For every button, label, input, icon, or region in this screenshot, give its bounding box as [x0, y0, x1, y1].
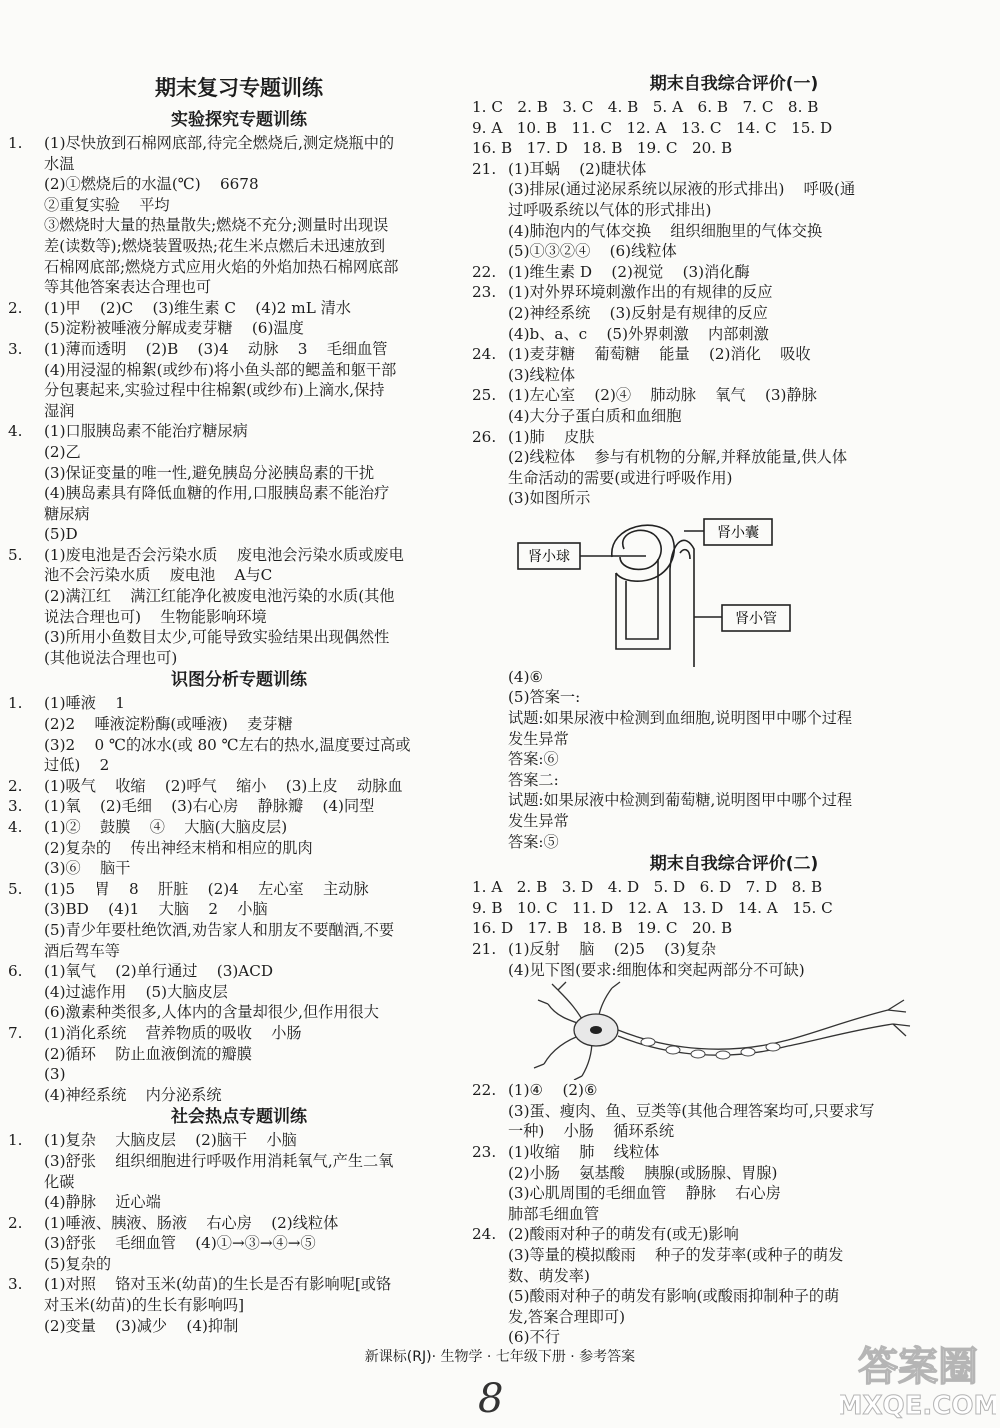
answer-line: (3)排尿(通过泌尿系统以尿液的形式排出) 呼吸(通: [508, 180, 856, 199]
answer-line: 试题:如果尿液中检测到血细胞,说明图甲中哪个过程: [508, 709, 853, 728]
answer-line: (3)所用小鱼数目太少,可能导致实验结果出现偶然性: [44, 628, 390, 647]
answer-line: (3)保证变量的唯一性,避免胰岛分泌胰岛素的干扰: [44, 463, 375, 482]
answer-line: (4)用浸湿的棉絮(或纱布)将小鱼头部的鳃盖和躯干部: [44, 360, 397, 379]
answer-line: (3)舒张 组织细胞进行呼吸作用消耗氧气,产生二氧: [44, 1151, 394, 1170]
tubule-label: 肾小管: [735, 610, 777, 627]
answer-line: 石棉网底部;燃烧方式应用火焰的外焰加热石棉网底部: [44, 257, 399, 276]
question-body: [44, 298, 470, 339]
section-title: 社会热点专题训练: [171, 1107, 307, 1128]
answer-line: (1)麦芽糖 葡萄糖 能量 (2)消化 吸收: [508, 345, 811, 364]
answer-line: (5)D: [44, 525, 78, 544]
left-sections: [8, 108, 470, 1336]
watermark-text-sub: MXQE.COM: [840, 1391, 996, 1421]
question-number: 2.: [8, 776, 23, 795]
answer-line: (1)复杂 大脑皮层 (2)脑干 小脑: [44, 1131, 297, 1150]
answer-line: (2)变量 (3)减少 (4)抑制: [44, 1316, 239, 1335]
answer-line: (2)线粒体 参与有机物的分解,并释放能量,供人体: [508, 448, 848, 467]
answer-line: 差(读数等);燃烧装置吸热;花生米点燃后未迅速放到: [44, 236, 386, 255]
question-number: 5.: [8, 545, 23, 564]
question-body: [508, 159, 996, 262]
answer-line: (1)反射 脑 (2)5 (3)复杂: [508, 940, 717, 958]
question-item: [472, 262, 996, 283]
question-body: [508, 1080, 996, 1142]
answer-line: (3)蛋、瘦肉、鱼、豆类等(其他合理答案均可,只要求写: [508, 1101, 875, 1120]
question-number: 1.: [8, 694, 23, 713]
answer-line: (3)线粒体: [508, 365, 576, 384]
answer-line: (5)答案一:: [508, 688, 581, 707]
answer-line: (2)复杂的 传出神经末梢和相应的肌肉: [44, 838, 313, 857]
answer-line: (3)⑥ 脑干: [44, 859, 131, 878]
answer-line: 对玉米(幼苗)的生长有影响吗]: [44, 1296, 245, 1315]
answer-line: 过低) 2: [44, 756, 110, 775]
answer-line: (1)肺 皮肤: [508, 427, 595, 446]
answer-line: 酒后驾车等: [44, 941, 120, 960]
answer-line: (4)b、a、c (5)外界刺激 内部刺激: [508, 324, 769, 343]
question-number: 1.: [8, 134, 23, 152]
question-body: [44, 421, 470, 545]
question-number: 3.: [8, 797, 23, 816]
answer-line: 生命活动的需要(或进行呼吸作用): [508, 468, 733, 487]
answer-line: 湿润: [44, 401, 75, 420]
answer-line: 分包裹起来,实验过程中往棉絮(或纱布)上滴水,保持: [44, 381, 385, 400]
watermark-logo: [840, 1334, 996, 1424]
answer-line: (1)甲 (2)C (3)维生素 C (4)2 mL 清水: [44, 298, 351, 317]
answer-line: (3)2 0 ℃的冰水(或 80 ℃左右的热水,温度要过高或: [44, 735, 411, 754]
question-item: [8, 545, 470, 669]
question-body: [44, 1130, 470, 1212]
answer-line: (3): [44, 1065, 66, 1084]
question-item: [8, 1213, 470, 1275]
answer-line: 答案:⑥: [508, 750, 559, 769]
answer-line: (5)复杂的: [44, 1254, 112, 1273]
answer-line: (1)氧 (2)毛细 (3)右心房 静脉瓣 (4)同型: [44, 797, 375, 816]
question-number: 22.: [472, 1081, 497, 1100]
answer-line: (1)左心室 (2)④ 肺动脉 氧气 (3)静脉: [508, 386, 817, 405]
question-number: 6.: [8, 962, 23, 981]
answer-line: 1. C 2. B 3. C 4. B 5. A 6. B 7. C 8. B: [472, 98, 819, 116]
answer-line: (3)等量的模拟酸雨 种子的发芽率(或种子的萌发: [508, 1245, 844, 1264]
answer-line: (1)废电池是否会污染水质 废电池会污染水质或废电: [44, 545, 404, 564]
question-item: [8, 879, 470, 961]
page-mark: [478, 1376, 503, 1422]
section-title: 实验探究专题训练: [171, 110, 307, 130]
question-number: 24.: [472, 1225, 497, 1244]
capsule-label: 肾小囊: [717, 524, 759, 541]
answer-line: (3)BD (4)1 大脑 2 小脑: [44, 900, 268, 919]
answer-line: 试题:如果尿液中检测到葡萄糖,说明图甲中哪个过程: [508, 791, 853, 810]
question-item: [8, 421, 470, 545]
answer-line: (其他说法合理也可): [44, 648, 178, 667]
answer-line: (3)舒张 毛细血管 (4)①→③→④→⑤: [44, 1234, 316, 1253]
watermark-icon: [840, 1334, 996, 1424]
answer-line: (2)小肠 氨基酸 胰腺(或肠腺、胃腺): [508, 1163, 778, 1182]
answer-line: 发生异常: [508, 812, 569, 831]
answer-line: (4)静脉 近心端: [44, 1193, 161, 1212]
answer-line: (1)对外界环境刺激作出的有规律的反应: [508, 283, 773, 302]
question-body: [508, 1142, 996, 1224]
glomerulus-label: 肾小球: [528, 548, 570, 565]
question-body: [44, 133, 470, 298]
answer-line: (1)维生素 D (2)视觉 (3)消化酶: [508, 262, 750, 281]
answer-line: (1)唾液 1: [44, 694, 125, 713]
question-body: [508, 1224, 996, 1348]
question-number: 5.: [8, 879, 23, 898]
answer-line: (2)满江红 满江红能净化被废电池污染的水质(其他: [44, 587, 395, 606]
question-body: [44, 693, 470, 775]
question-body: [44, 796, 470, 817]
question-body: [508, 344, 996, 385]
answer-line: (2)循环 防止血液倒流的瓣膜: [44, 1044, 252, 1063]
question-body: [508, 385, 996, 426]
answer-line: (1)口服胰岛素不能治疗糖尿病: [44, 422, 248, 441]
question-body: [44, 961, 470, 1023]
answer-line: 16. B 17. D 18. B 19. C 20. B: [472, 139, 733, 158]
answer-line: 1. A 2. B 3. D 4. D 5. D 6. D 7. D 8. B: [472, 878, 823, 897]
question-number: 21.: [472, 159, 497, 178]
question-body: [44, 879, 470, 961]
watermark-text-main: 答案圈: [858, 1344, 978, 1390]
question-item: [472, 427, 996, 509]
question-body: [44, 1274, 470, 1336]
question-number: 24.: [472, 345, 497, 364]
question-number: 1.: [8, 1131, 23, 1150]
eval1-after-figure: [508, 667, 996, 852]
answer-line: (6)不行: [508, 1328, 560, 1347]
eval1-mc-answers: [472, 97, 996, 159]
answer-line: 9. A 10. B 11. C 12. A 13. C 14. C 15. D: [472, 118, 833, 137]
question-item: [8, 817, 470, 879]
answer-line: (1)② 鼓膜 ④ 大脑(大脑皮层): [44, 818, 288, 836]
question-item: [472, 1142, 996, 1224]
question-item: [8, 1023, 470, 1105]
answer-line: 答案二:: [508, 770, 559, 789]
answer-line: (2)①燃烧后的水温(℃) 6678: [44, 175, 259, 194]
answer-line: (2)2 唾液淀粉酶(或唾液) 麦芽糖: [44, 715, 293, 734]
section-title: 识图分析专题训练: [171, 670, 307, 691]
answer-line: (1)收缩 肺 线粒体: [508, 1142, 660, 1161]
answer-line: 发,答案合理即可): [508, 1307, 626, 1326]
right-column: [472, 72, 996, 1348]
eval1-title: 期末自我综合评价(一): [649, 74, 819, 94]
question-item: [472, 385, 996, 426]
answer-line: 一种) 小肠 循环系统: [508, 1122, 675, 1141]
question-body: [44, 1213, 470, 1275]
eval2-q21: [472, 939, 996, 980]
answer-line: (5)①③②④ (6)线粒体: [508, 242, 677, 261]
page-title: 期末复习专题训练: [155, 76, 323, 100]
eval2-mc-answers: [472, 877, 996, 939]
question-item: [472, 1224, 996, 1348]
answer-line: (2)乙: [44, 442, 81, 461]
answer-line: (1)消化系统 营养物质的吸收 小肠: [44, 1023, 302, 1042]
question-item: [8, 133, 470, 298]
neuron-diagram: [508, 980, 928, 1080]
answer-line: (4)胰岛素具有降低血糖的作用,口服胰岛素不能治疗: [44, 484, 390, 503]
question-item: [472, 344, 996, 385]
answer-line: (4)⑥: [508, 667, 544, 686]
answer-line: (1)薄而透明 (2)B (3)4 动脉 3 毛细血管: [44, 339, 388, 358]
question-body: [44, 339, 470, 421]
answer-line: ③燃烧时大量的热量散失;燃烧不充分;测量时出现误: [44, 216, 389, 235]
question-body: [508, 282, 996, 344]
answer-line: (6)激素种类很多,人体内的含量却很少,但作用很大: [44, 1003, 379, 1022]
question-item: [8, 298, 470, 339]
question-number: 23.: [472, 1142, 497, 1161]
answer-line: (3)如图所示: [508, 489, 591, 508]
question-item: [472, 939, 996, 980]
answer-line: 9. B 10. C 11. D 12. A 13. D 14. A 15. C: [472, 898, 833, 917]
answer-line: 化碳: [44, 1172, 75, 1191]
answer-line: (4)肺泡内的气体交换 组织细胞里的气体交换: [508, 221, 823, 240]
answer-line: 过呼吸系统以气体的形式排出): [508, 200, 712, 219]
neuron-figure: [508, 980, 996, 1080]
answer-line: (1)对照 铬对玉米(幼苗)的生长是否有影响呢[或铬: [44, 1275, 392, 1294]
page-mark-text: 8: [478, 1376, 504, 1422]
eval2-title: 期末自我综合评价(二): [649, 854, 819, 875]
question-item: [8, 776, 470, 797]
question-number: 21.: [472, 940, 497, 958]
question-item: [472, 1080, 996, 1142]
answer-line: (1)唾液、胰液、肠液 右心房 (2)线粒体: [44, 1213, 339, 1232]
question-number: 22.: [472, 262, 497, 281]
answer-line: 16. D 17. B 18. B 19. C 20. B: [472, 919, 733, 938]
question-item: [8, 693, 470, 775]
answer-line: (1)吸气 收缩 (2)呼气 缩小 (3)上皮 动脉血: [44, 776, 403, 795]
question-body: [44, 545, 470, 669]
question-item: [472, 282, 996, 344]
answer-line: (5)酸雨对种子的萌发有影响(或酸雨抑制种子的萌: [508, 1287, 840, 1306]
eval2-items: [472, 1080, 996, 1348]
question-item: [8, 1130, 470, 1212]
question-number: 3.: [8, 1275, 23, 1294]
question-body: [508, 939, 996, 980]
answer-line: 答案:⑤: [508, 832, 559, 851]
answer-line: (2)酸雨对种子的萌发有(或无)影响: [508, 1225, 739, 1244]
answer-line: 肺部毛细血管: [508, 1204, 600, 1223]
kidney-figure: [508, 509, 996, 667]
answer-line: (1)氧气 (2)单行通过 (3)ACD: [44, 962, 274, 981]
left-column: [8, 72, 470, 1336]
question-number: 2.: [8, 1213, 23, 1232]
question-body: [44, 776, 470, 797]
question-body: [44, 1023, 470, 1105]
answer-line: ②重复实验 平均: [44, 195, 170, 214]
footer: 新课标(RJ)· 生物学 · 七年级下册 · 参考答案: [364, 1349, 636, 1365]
answer-line: (5)青少年要杜绝饮酒,劝告家人和朋友不要酗酒,不要: [44, 920, 395, 939]
answer-line: (4)过滤作用 (5)大脑皮层: [44, 982, 228, 1001]
question-number: 7.: [8, 1023, 23, 1042]
answer-line: (3)心肌周围的毛细血管 静脉 右心房: [508, 1184, 781, 1203]
question-number: 25.: [472, 386, 497, 405]
nephron-diagram: [508, 509, 808, 667]
answer-line: (1)尽快放到石棉网底部,待完全燃烧后,测定烧瓶中的: [44, 134, 395, 152]
answer-line: (4)见下图(要求:细胞体和突起两部分不可缺): [508, 960, 805, 979]
answer-line: 数、萌发率): [508, 1266, 590, 1285]
question-item: [472, 159, 996, 262]
answer-line: (4)神经系统 内分泌系统: [44, 1085, 222, 1104]
answer-line: 发生异常: [508, 729, 569, 748]
question-number: 23.: [472, 283, 497, 302]
question-body: [508, 262, 996, 283]
question-body: [508, 427, 996, 509]
question-number: 4.: [8, 818, 23, 836]
eval1-items: [472, 159, 996, 509]
answer-line: (5)淀粉被唾液分解成麦芽糖 (6)温度: [44, 319, 304, 338]
answer-line: (1)④ (2)⑥: [508, 1081, 598, 1100]
answer-line: 等其他答案表达合理也可: [44, 278, 212, 297]
question-item: [8, 961, 470, 1023]
question-item: [8, 339, 470, 421]
answer-line: 糖尿病: [44, 504, 90, 523]
question-item: [8, 1274, 470, 1336]
question-item: [8, 796, 470, 817]
answer-line: (2)神经系统 (3)反射是有规律的反应: [508, 303, 768, 322]
question-number: 2.: [8, 298, 23, 317]
answer-line: (4)大分子蛋白质和血细胞: [508, 406, 682, 425]
answer-line: 水温: [44, 154, 75, 173]
answer-line: (1)5 胃 8 肝脏 (2)4 左心室 主动脉: [44, 879, 369, 898]
question-number: 26.: [472, 427, 497, 446]
question-number: 4.: [8, 422, 23, 441]
answer-line: 池不会污染水质 废电池 A与C: [44, 566, 273, 585]
answer-line: (1)耳蜗 (2)睫状体: [508, 159, 647, 178]
question-number: 3.: [8, 339, 23, 358]
answer-line: 说法合理也可) 生物能影响环境: [44, 607, 267, 626]
question-body: [44, 817, 470, 879]
